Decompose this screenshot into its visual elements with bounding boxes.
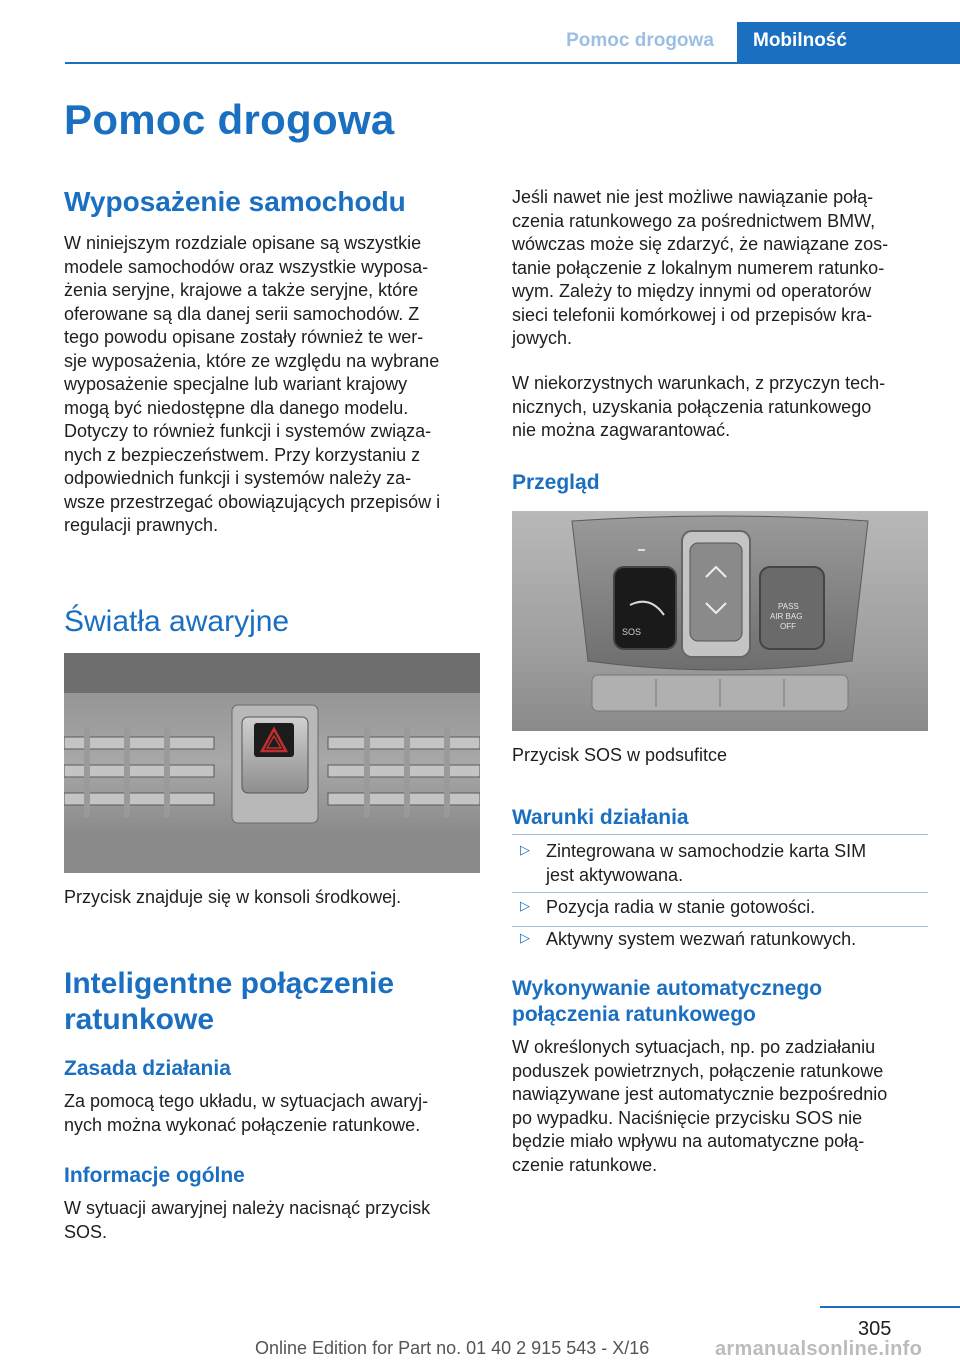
list-item (512, 928, 928, 952)
off-label: OFF (780, 622, 796, 631)
paragraph-bmw-connection: Jeśli nawet nie jest możliwe nawiązanie połą‐ czenia ratunkowego za pośrednictwem BMW, wówczas może się zdarzyć, że nawiązane zos‐ tanie połączenie z lokalnym numerem ratunko‐ wym. Zależy to między innymi od operatorów sieci telefonii komórkowej i od przepisów kra‐ jowych. (512, 187, 889, 348)
sos-caption: Przycisk SOS w podsufitce (512, 745, 728, 765)
list-item-text: Pozycja radia w stanie gotowości. (546, 897, 816, 917)
list-separator (512, 926, 928, 927)
page-number: 305 (858, 1318, 892, 1340)
hazard-caption: Przycisk znajduje się w konsoli środkowej. (64, 887, 402, 907)
bullet-triangle-icon: ▷ (520, 930, 530, 945)
hazard-console-illustration (64, 653, 480, 873)
heading-intelligent-emergency-call: Inteligentne połączenie ratunkowe (64, 967, 395, 1036)
footer-edition: Online Edition for Part no. 01 40 2 915 543 - X/16 (255, 1338, 650, 1358)
list-item-text: Zintegrowana w samochodzie karta SIM jest aktywowana. (546, 841, 867, 885)
paragraph-general-info: W sytuacji awaryjnej należy nacisnąć przycisk SOS. (64, 1198, 431, 1242)
page-title: Pomoc drogowa (64, 96, 395, 143)
heading-general-info: Informacje ogólne (64, 1164, 245, 1187)
roof-console-illustration (512, 511, 928, 731)
paragraph-adverse-conditions: W niekorzystnych warunkach, z przyczyn tech‐ nicznych, uzyskania połączenia ratunkowego nie można zagwarantować. (512, 373, 886, 440)
header-chapter-tab[interactable]: Mobilność (737, 22, 960, 64)
hazard-button-photo (64, 653, 480, 873)
heading-overview: Przegląd (512, 471, 600, 494)
heading-hazard-lights: Światła awaryjne (64, 605, 290, 638)
header-rule (65, 62, 960, 64)
list-item-text: Aktywny system wezwań ratunkowych. (546, 929, 857, 949)
bullet-triangle-icon: ▷ (520, 898, 530, 913)
list-separator (512, 834, 928, 835)
sos-button-photo (512, 511, 928, 731)
airbag-label: AIR BAG (770, 612, 803, 621)
list-item (512, 896, 928, 920)
paragraph-equipment: W niniejszym rozdziale opisane są wszystkie modele samochodów oraz wszystkie wyposa‐ żenia seryjne, krajowe a także seryjne, które oferowane są dla danej serii samochodów. Z tego powodu opisane zostały również te wer‐ sje wyposażenia, które ze względu na wybrane wyposażenie specjalne lub wariant krajowy mogą być niedostępne dla danego modelu. Dotyczy to również funkcji i systemów związa‐ nych z bezpieczeństwem. Przy korzystaniu z odpowiednich funkcji i systemów należy za‐ wsze przestrzegać obowiązujących przepisów i regulacji prawnych. (64, 233, 441, 535)
heading-principle: Zasada działania (64, 1057, 231, 1080)
heading-equipment: Wyposażenie samochodu (64, 186, 406, 217)
watermark: armanualsonline.info (715, 1338, 923, 1360)
paragraph-automatic-call: W określonych sytuacjach, np. po zadziałaniu poduszek powietrznych, połączenie ratunkowe nawiązywane jest automatycznie bezpośrednio po wypadku. Naciśnięcie przycisku SOS nie będzie miało wpływu na automatyczne połą‐ czenie ratunkowe. (512, 1037, 888, 1175)
pass-label: PASS (778, 602, 799, 611)
list-item (512, 840, 928, 887)
sos-label: SOS (622, 627, 642, 637)
header-section-label: Pomoc drogowa (566, 30, 714, 51)
heading-requirements: Warunki działania (512, 806, 689, 829)
list-separator (512, 892, 928, 893)
paragraph-principle: Za pomocą tego układu, w sytuacjach awaryj‐ nych można wykonać połączenie ratunkowe. (64, 1091, 429, 1135)
heading-automatic-call: Wykonywanie automatycznego połączenia ratunkowego (512, 977, 823, 1026)
footer-rule (820, 1306, 960, 1308)
bullet-triangle-icon: ▷ (520, 842, 530, 857)
